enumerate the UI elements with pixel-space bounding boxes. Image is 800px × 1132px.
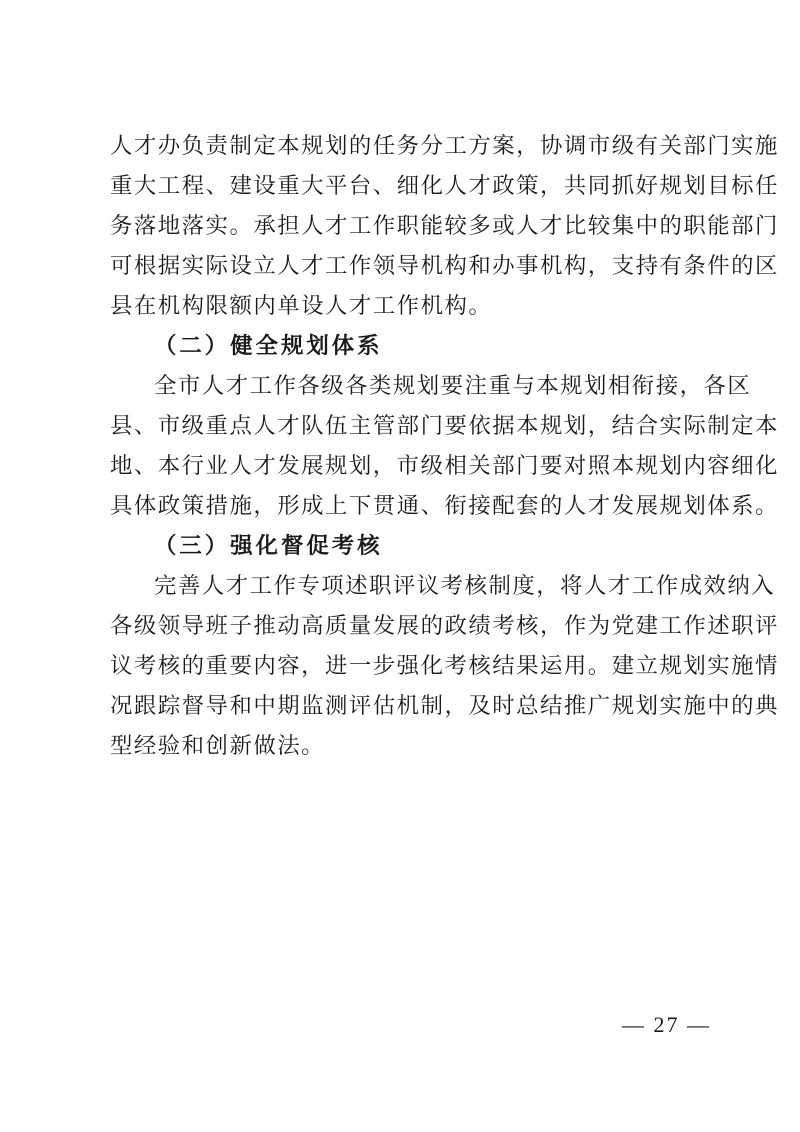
text-line: 全市人才工作各级各类规划要注重与本规划相衔接，各区 — [154, 373, 752, 399]
page-number: — 27 — — [622, 1012, 711, 1037]
text-line: 可根据实际设立人才工作领导机构和办事机构，支持有条件的区 — [110, 253, 779, 279]
paragraph — [110, 366, 779, 526]
text-line: 各级领导班子推动高质量发展的政绩考核，作为党建工作述职评 — [110, 613, 779, 639]
section-heading: （三）强化督促考核 — [154, 533, 383, 559]
text-line: 县在机构限额内单设人才工作机构。 — [110, 293, 493, 319]
text-line: 况跟踪督导和中期监测评估机制，及时总结推广规划实施中的典 — [110, 693, 779, 719]
text-line: 具体政策措施，形成上下贯通、衔接配套的人才发展规划体系。 — [110, 493, 779, 519]
section-heading: （二）健全规划体系 — [154, 333, 383, 359]
text-line: 完善人才工作专项述职评议考核制度，将人才工作成效纳入 — [154, 573, 776, 599]
text-line: 议考核的重要内容，进一步强化考核结果运用。建立规划实施情 — [110, 653, 779, 679]
paragraph — [110, 566, 779, 766]
document-body — [110, 126, 779, 766]
text-line: 务落地落实。承担人才工作职能较多或人才比较集中的职能部门 — [110, 213, 779, 239]
text-line: 人才办负责制定本规划的任务分工方案，协调市级有关部门实施 — [110, 133, 779, 159]
text-line: 县、市级重点人才队伍主管部门要依据本规划，结合实际制定本 — [110, 413, 779, 439]
paragraph — [110, 126, 779, 326]
text-line: 型经验和创新做法。 — [110, 733, 326, 759]
text-line: 地、本行业人才发展规划，市级相关部门要对照本规划内容细化 — [110, 453, 779, 479]
text-line: 重大工程、建设重大平台、细化人才政策，共同抓好规划目标任 — [110, 173, 779, 199]
